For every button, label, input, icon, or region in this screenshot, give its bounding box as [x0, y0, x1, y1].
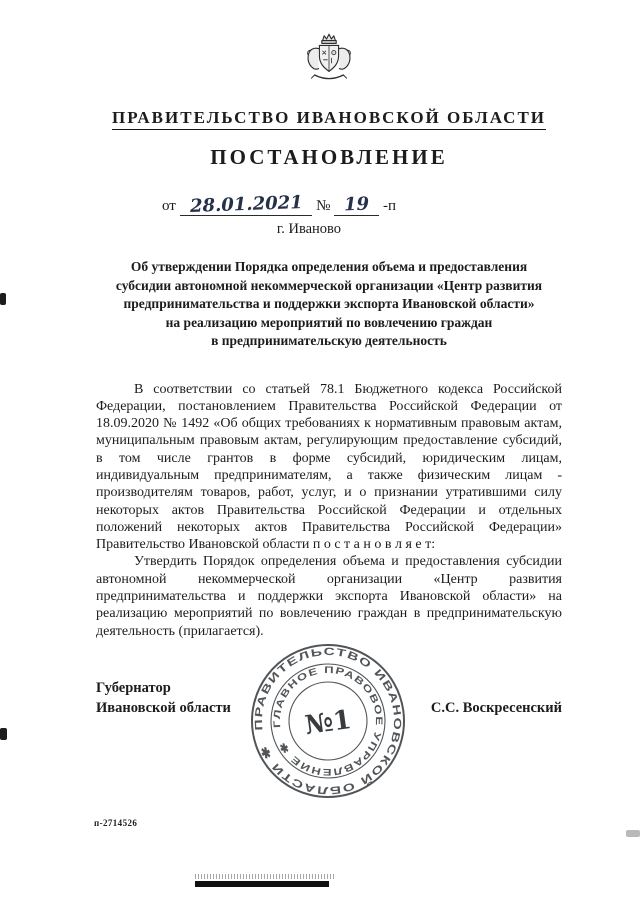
- stamp-inner-text: ГЛАВНОЕ ПРАВОВОЕ УПРАВЛЕНИЕ ✱: [271, 664, 385, 778]
- scan-artifact: [0, 293, 6, 305]
- signer-title: [96, 678, 231, 718]
- coat-of-arms-icon: [297, 30, 361, 96]
- number-suffix: -п: [382, 198, 396, 214]
- footer-microtext: [195, 874, 335, 879]
- handwritten-number: 19: [343, 193, 370, 216]
- subject-line: предпринимательства и поддержки экспорта Ивановской области»: [123, 296, 535, 311]
- date-number-line: [46, 194, 512, 216]
- stamp-outer-text: ПРАВИТЕЛЬСТВО ИВАНОВСКОЙ ОБЛАСТИ ✱: [252, 645, 404, 797]
- signer-title-line1: Губернатор: [96, 679, 171, 696]
- body-text: [96, 381, 562, 640]
- subject-line: Об утверждении Порядка определения объема и предоставления: [130, 259, 528, 274]
- subject-block: [96, 258, 562, 351]
- paragraph: Утвердить Порядок определения объема и предоставления субсидии автономной некоммерческой организации «Центр развития предпринимательства и поддержки экспорта Ивановской области» на реализацию мероприятий по вовлечению граждан в предпринимательскую деятельность (прилагается).: [96, 554, 562, 639]
- subject-line: в предпринимательскую деятельность: [211, 333, 447, 348]
- signer-name: С.С. Воскресенский: [430, 699, 562, 716]
- scan-artifact: [626, 830, 640, 837]
- org-title: [96, 108, 562, 130]
- signer-title-line2: Ивановской области: [96, 699, 231, 716]
- date-underline: [180, 194, 313, 216]
- footer-registration-code: п-2714526: [94, 818, 138, 828]
- date-prefix: от: [162, 198, 176, 214]
- footer-black-bar: [195, 881, 329, 887]
- subject-line: на реализацию мероприятий по вовлечению граждан: [165, 314, 493, 330]
- number-underline: [334, 194, 379, 216]
- scan-artifact: [0, 728, 7, 740]
- paragraph: В соответствии со статьей 78.1 Бюджетного кодекса Российской Федерации, постановлением Правительства Российской Федерации от 18.09.2020 № 1492 «Об общих требованиях к нормативным правовым актам, муниципальным правовым актам, регулирующим предоставление субсидий, в том числе грантов в форме субсидий, юридическим лицам, индивидуальным предпринимателям, а также физическим лицам - производителям товаров, работ, услуг, и о признании утратившими силу некоторых актов Правительства Российской Федерации и отдельных положений некоторых актов Правительства Российской Федерации» Правительство Ивановской области п о с т а н о в л я е т:: [96, 381, 562, 553]
- official-stamp: [239, 632, 417, 810]
- org-title-text: ПРАВИТЕЛЬСТВО ИВАНОВСКОЙ ОБЛАСТИ: [112, 108, 546, 130]
- handwritten-date: 28.01.2021: [189, 192, 303, 217]
- stamp-center-number: №1: [303, 704, 354, 742]
- subject-line: субсидии автономной некоммерческой организации «Центр развития: [115, 277, 543, 293]
- footer-barcode-strip: [195, 874, 335, 887]
- city-label: г. Иваново: [276, 221, 342, 237]
- doc-type-title: ПОСТАНОВЛЕНИЕ: [210, 145, 448, 169]
- number-sign: №: [316, 198, 331, 214]
